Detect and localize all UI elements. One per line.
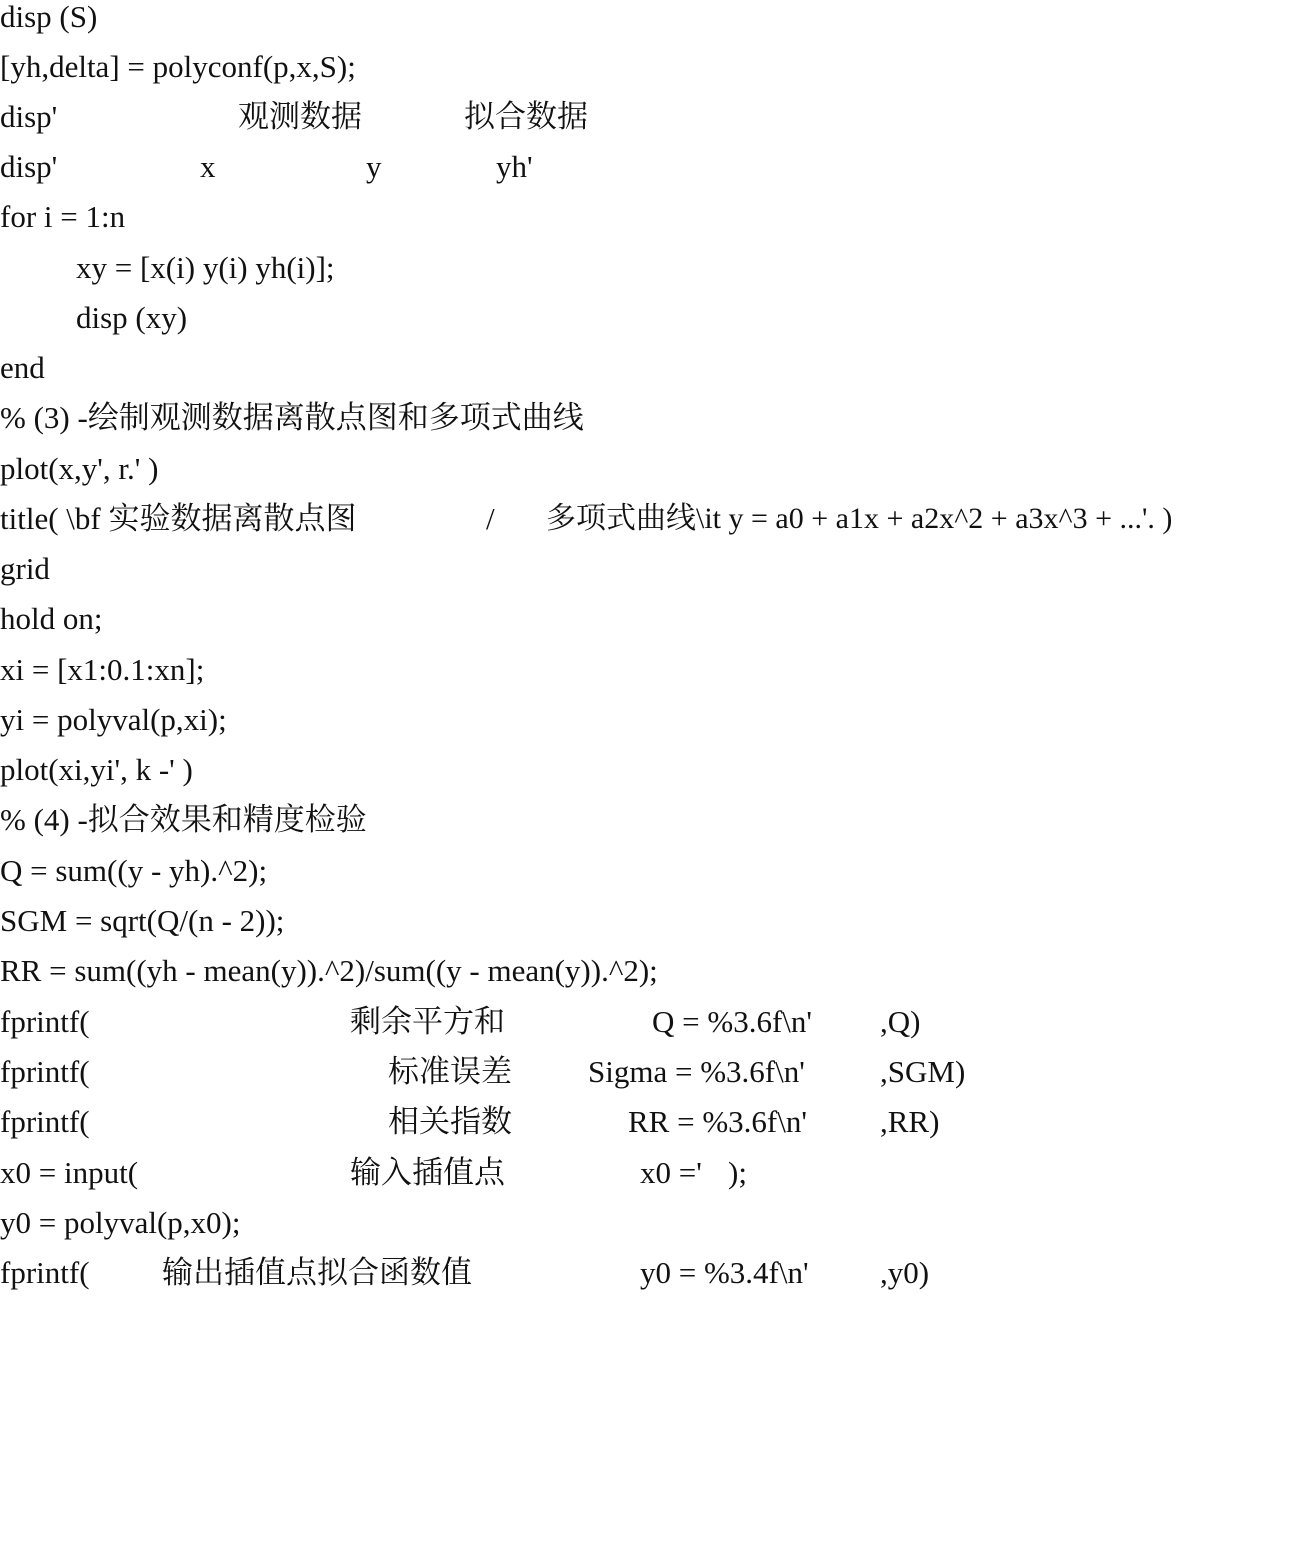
code-line (0, 745, 193, 795)
code-text: ,SGM) (880, 1054, 966, 1089)
code-comment: % (4) -拟合效果和精度检验 (0, 802, 367, 837)
code-text: ,RR) (880, 1104, 940, 1139)
code-text: 剩余平方和 (350, 1004, 505, 1039)
code-text: RR = sum((yh - mean(y)).^2)/sum((y - mean(y)).^2); (0, 953, 658, 988)
code-text: x0 = input( (0, 1155, 139, 1190)
code-text: ,Q) (880, 1004, 921, 1039)
code-line (0, 192, 126, 242)
code-text: 相关指数 (388, 1104, 512, 1139)
code-text: SGM = sqrt(Q/(n - 2)); (0, 903, 285, 938)
code-text: plot(xi,yi', k -' ) (0, 752, 193, 787)
code-text: 观测数据 (238, 99, 362, 134)
code-text: x (200, 149, 216, 184)
code-text: / (486, 501, 495, 536)
code-text: Q = %3.6f\n' (652, 1004, 812, 1039)
code-text: hold on; (0, 601, 103, 636)
code-text: disp' (0, 149, 58, 184)
code-line (0, 997, 921, 1047)
code-line (0, 494, 1173, 544)
code-line (0, 42, 356, 92)
code-line (0, 343, 45, 393)
code-text: y (366, 149, 382, 184)
code-line (0, 846, 268, 896)
code-text: fprintf( (0, 1104, 90, 1139)
code-line (0, 1148, 747, 1198)
code-line (0, 695, 227, 745)
code-text: disp (S) (0, 0, 98, 34)
code-text: fprintf( (0, 1004, 90, 1039)
code-text: yh' (496, 149, 533, 184)
code-comment: % (3) -绘制观测数据离散点图和多项式曲线 (0, 400, 584, 435)
code-text: ); (728, 1155, 747, 1190)
code-line (0, 0, 98, 42)
code-line (0, 142, 533, 192)
code-text: fprintf( (0, 1054, 90, 1089)
code-text: yi = polyval(p,xi); (0, 702, 227, 737)
code-text: y0 = %3.4f\n' (640, 1255, 809, 1290)
code-line (0, 293, 188, 343)
code-text: 拟合数据 (464, 99, 588, 134)
code-text: 输出插值点拟合函数值 (162, 1255, 472, 1290)
code-text: end (0, 350, 45, 385)
code-text: xy = [x(i) y(i) yh(i)]; (76, 250, 335, 285)
code-text: xi = [x1:0.1:xn]; (0, 652, 205, 687)
code-text: 多项式曲线\it y = a0 + a1x + a2x^2 + a3x^3 + ...'. ) (546, 502, 1173, 535)
code-text: grid (0, 551, 50, 586)
code-line (0, 1248, 930, 1298)
code-line (0, 544, 50, 594)
code-text: title( \bf 实验数据离散点图 (0, 501, 357, 536)
code-text: [yh,delta] = polyconf(p,x,S); (0, 49, 356, 84)
code-line (0, 946, 658, 996)
code-text: for i = 1:n (0, 199, 126, 234)
code-line (0, 795, 367, 845)
code-line (0, 444, 159, 494)
code-text: x0 =' (640, 1155, 702, 1190)
code-text: ,y0) (880, 1255, 930, 1290)
code-text: fprintf( (0, 1255, 90, 1290)
code-line (0, 1097, 940, 1147)
code-text: 标准误差 (388, 1054, 512, 1089)
code-line (0, 1198, 241, 1248)
code-text: disp (xy) (76, 300, 188, 335)
code-line (0, 243, 335, 293)
code-text: RR = %3.6f\n' (628, 1104, 807, 1139)
code-line (0, 1047, 966, 1097)
code-line (0, 896, 285, 946)
code-text: disp' (0, 99, 58, 134)
code-text: y0 = polyval(p,x0); (0, 1205, 241, 1240)
code-text: Q = sum((y - yh).^2); (0, 853, 268, 888)
code-text: Sigma = %3.6f\n' (588, 1054, 805, 1089)
code-text: plot(x,y', r.' ) (0, 451, 159, 486)
code-line (0, 92, 588, 142)
code-text: 输入插值点 (350, 1155, 505, 1190)
code-line (0, 393, 584, 443)
code-line (0, 645, 205, 695)
code-line (0, 594, 103, 644)
